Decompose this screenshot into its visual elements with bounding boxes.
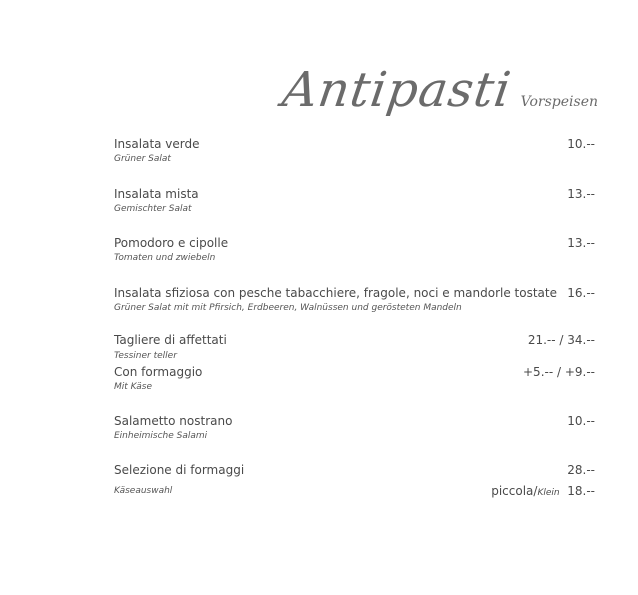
item-translation: Tomaten und zwiebeln	[114, 253, 216, 263]
menu-item	[114, 187, 595, 221]
menu-item	[114, 365, 595, 399]
item-name: Salametto nostrano	[114, 414, 233, 428]
item-name: Tagliere di affettati	[114, 333, 227, 347]
section-subtitle: Vorspeisen	[520, 94, 598, 110]
item-price: 13.--	[567, 236, 595, 250]
size-label: piccola/	[491, 484, 538, 498]
item-name: Insalata verde	[114, 137, 200, 151]
item-name: Con formaggio	[114, 365, 203, 379]
size-label-small: Klein	[537, 488, 560, 498]
section-title: Antipasti	[278, 62, 515, 118]
item-price: 10.--	[567, 137, 595, 151]
menu-item	[114, 414, 595, 448]
item-price: 21.-- / 34.--	[527, 333, 595, 347]
item-translation: Einheimische Salami	[114, 431, 208, 441]
item-price: 16.--	[567, 286, 595, 300]
menu-item	[114, 333, 595, 367]
item-name: Insalata mista	[114, 187, 199, 201]
section-heading	[278, 62, 598, 118]
item-translation: Käseauswahl	[114, 486, 173, 496]
item-price-small	[491, 484, 595, 498]
menu-item	[114, 286, 595, 320]
item-name: Pomodoro e cipolle	[114, 236, 229, 250]
item-name: Selezione di formaggi	[114, 463, 245, 477]
item-translation: Tessiner teller	[114, 351, 177, 361]
item-translation: Grüner Salat mit mit Pfirsich, Erdbeeren, Walnüssen und gerösteten Mandeln	[114, 303, 462, 313]
item-price: +5.-- / +9.--	[523, 365, 595, 379]
item-price: 13.--	[567, 187, 595, 201]
item-translation: Mit Käse	[114, 382, 152, 392]
item-price: 28.--	[567, 463, 595, 477]
item-price: 10.--	[567, 414, 595, 428]
menu-item	[114, 137, 595, 171]
menu-item	[114, 236, 595, 270]
item-translation: Grüner Salat	[114, 154, 171, 164]
small-price: 18.--	[567, 484, 595, 498]
item-translation: Gemischter Salat	[114, 204, 192, 214]
item-name: Insalata sfiziosa con pesche tabacchiere, fragole, noci e mandorle tostate	[114, 286, 557, 300]
menu-item	[114, 463, 595, 497]
